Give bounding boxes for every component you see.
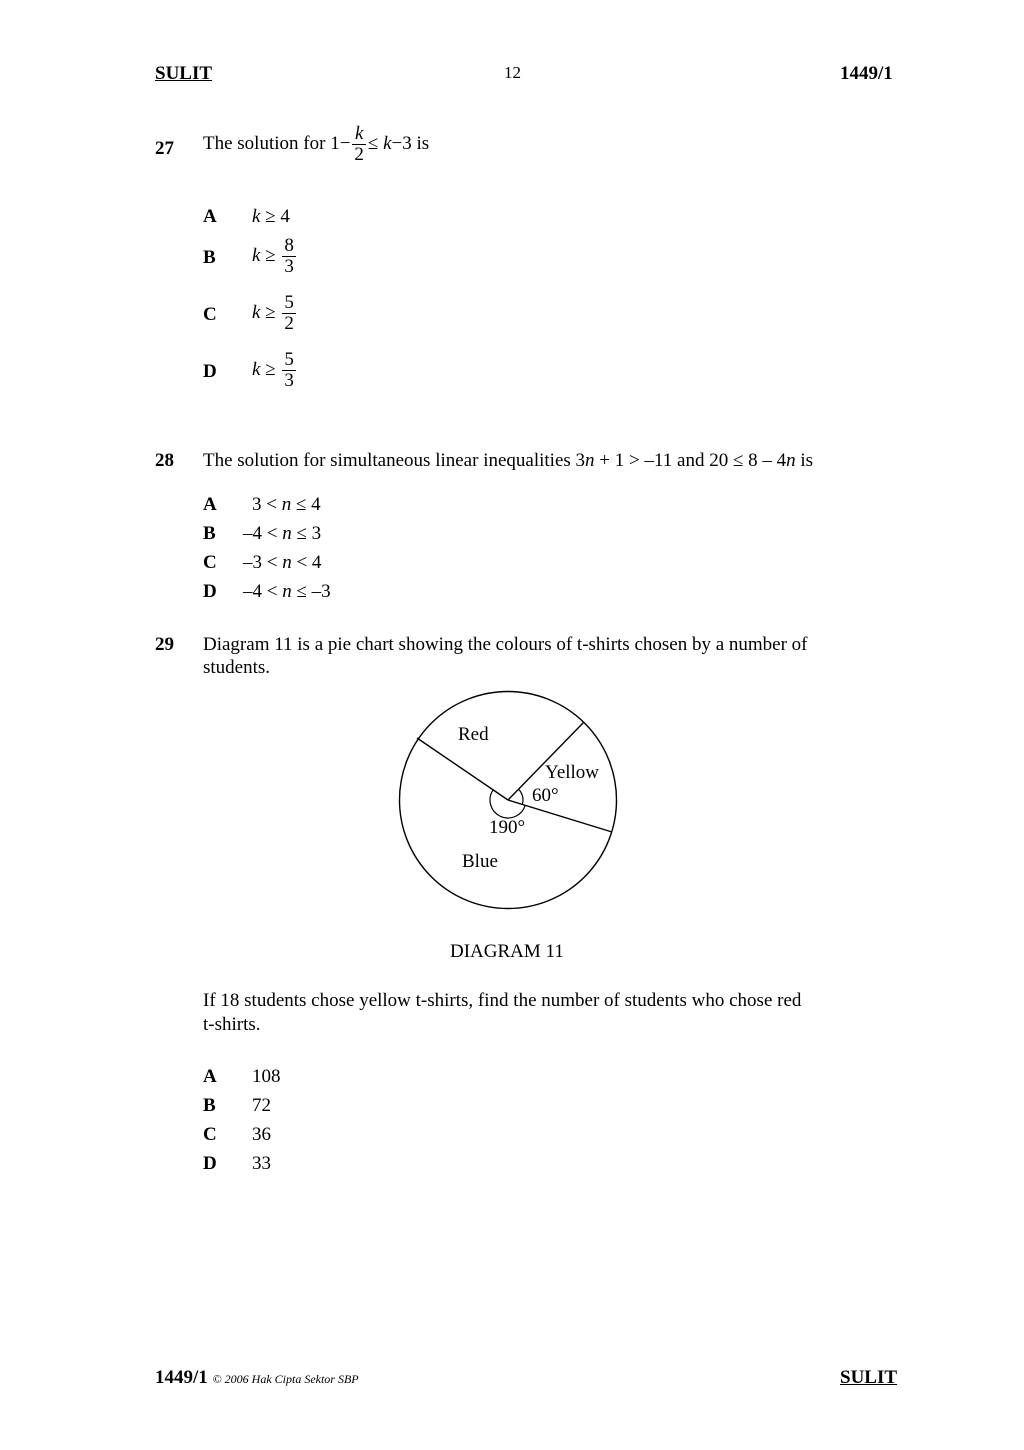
frac-num: 5 xyxy=(284,292,294,313)
option-value: 72 xyxy=(252,1095,271,1116)
q28-stem xyxy=(203,450,813,472)
option-value: 4 xyxy=(280,206,290,227)
option-label: D xyxy=(203,361,217,382)
q28-text-c: is xyxy=(795,450,814,471)
frac-num: 8 xyxy=(284,235,294,256)
label-blue: Blue xyxy=(462,851,498,872)
label-red: Red xyxy=(458,724,489,745)
option-var: k xyxy=(252,358,261,380)
q29-stem-line1: Diagram 11 is a pie chart showing the colours of t-shirts chosen by a number of xyxy=(203,634,808,655)
page-number: 12 xyxy=(504,63,521,82)
q28-var2: n xyxy=(786,450,796,471)
option-fraction xyxy=(282,236,296,277)
option-fraction xyxy=(282,350,296,391)
q27-rel: ≤ xyxy=(367,132,379,154)
option-var: k xyxy=(252,301,261,323)
option-label: D xyxy=(203,1153,217,1174)
option-value: 36 xyxy=(252,1124,271,1145)
frac-den: 3 xyxy=(284,255,294,277)
option-right: ≤ –3 xyxy=(291,581,331,602)
option-label: A xyxy=(203,1066,217,1087)
q27-frac-den: 2 xyxy=(354,143,364,165)
option-left: –3 < xyxy=(243,552,283,573)
option-var: n xyxy=(282,523,292,544)
option-label: A xyxy=(203,494,217,515)
option-var: n xyxy=(282,581,292,602)
q27-number: 27 xyxy=(155,138,174,159)
frac-den: 2 xyxy=(284,312,294,334)
q28-number: 28 xyxy=(155,450,174,471)
footer-left xyxy=(155,1367,359,1389)
option-right: ≤ 4 xyxy=(291,494,321,515)
option-left: –4 < xyxy=(243,581,283,602)
q28-text-a: The solution for simultaneous linear inequalities 3 xyxy=(203,450,586,471)
pie-chart xyxy=(395,690,625,920)
footer-code: 1449/1 xyxy=(155,1367,208,1388)
diagram-caption: DIAGRAM 11 xyxy=(450,941,564,962)
option-value: 108 xyxy=(252,1066,281,1087)
q27-stem xyxy=(203,124,429,165)
option-label: C xyxy=(203,1124,217,1145)
option-rel: ≥ xyxy=(260,301,281,323)
option-right: ≤ 3 xyxy=(291,523,322,544)
option-var: n xyxy=(281,494,292,515)
q27-stem-pre: The solution for xyxy=(203,132,331,154)
q28-var1: n xyxy=(585,450,595,471)
option-label: B xyxy=(203,247,216,268)
option-rel: ≥ xyxy=(260,358,281,380)
angle-arc-yellow xyxy=(519,789,523,804)
option-fraction xyxy=(282,293,296,334)
footer-sulit: SULIT xyxy=(840,1367,898,1388)
q29-number: 29 xyxy=(155,634,174,655)
option-label: B xyxy=(203,523,216,544)
option-var: k xyxy=(252,206,261,227)
option-var: n xyxy=(282,552,292,573)
label-yellow-angle: 60° xyxy=(532,785,559,806)
option-right: < 4 xyxy=(291,552,322,573)
q27-frac-num: k xyxy=(352,124,366,145)
label-yellow: Yellow xyxy=(545,762,600,783)
q29-stem-line2: students. xyxy=(203,657,271,678)
option-label: C xyxy=(203,304,217,325)
footer-copyright: © 2006 Hak Cipta Sektor SBP xyxy=(212,1372,359,1386)
option-rel: ≥ xyxy=(260,244,281,266)
paper-code: 1449/1 xyxy=(840,63,893,84)
q27-rhs-rest: −3 xyxy=(391,132,412,154)
option-label: D xyxy=(203,581,217,602)
q29-question-line2: t-shirts. xyxy=(203,1014,261,1035)
q28-text-b: + 1 > –11 and 20 ≤ 8 – 4 xyxy=(594,450,787,471)
frac-num: 5 xyxy=(284,349,294,370)
option-left: –4 < xyxy=(243,523,283,544)
q29-question-line1: If 18 students chose yellow t-shirts, find the number of students who chose red xyxy=(203,990,802,1011)
q27-fraction xyxy=(352,124,366,165)
option-label: A xyxy=(203,206,217,227)
frac-den: 3 xyxy=(284,369,294,391)
header-sulit: SULIT xyxy=(155,63,213,84)
option-label: C xyxy=(203,552,217,573)
option-rel: ≥ xyxy=(260,206,281,227)
option-value: 33 xyxy=(252,1153,271,1174)
q27-rhs-var: k xyxy=(383,132,392,154)
option-label: B xyxy=(203,1095,216,1116)
q27-stem-post: is xyxy=(411,132,430,154)
option-left: 3 < xyxy=(252,494,282,515)
pie-divider-red-blue xyxy=(417,738,508,800)
label-blue-angle: 190° xyxy=(489,817,526,838)
option-var: k xyxy=(252,244,261,266)
q27-one: 1− xyxy=(330,132,351,154)
